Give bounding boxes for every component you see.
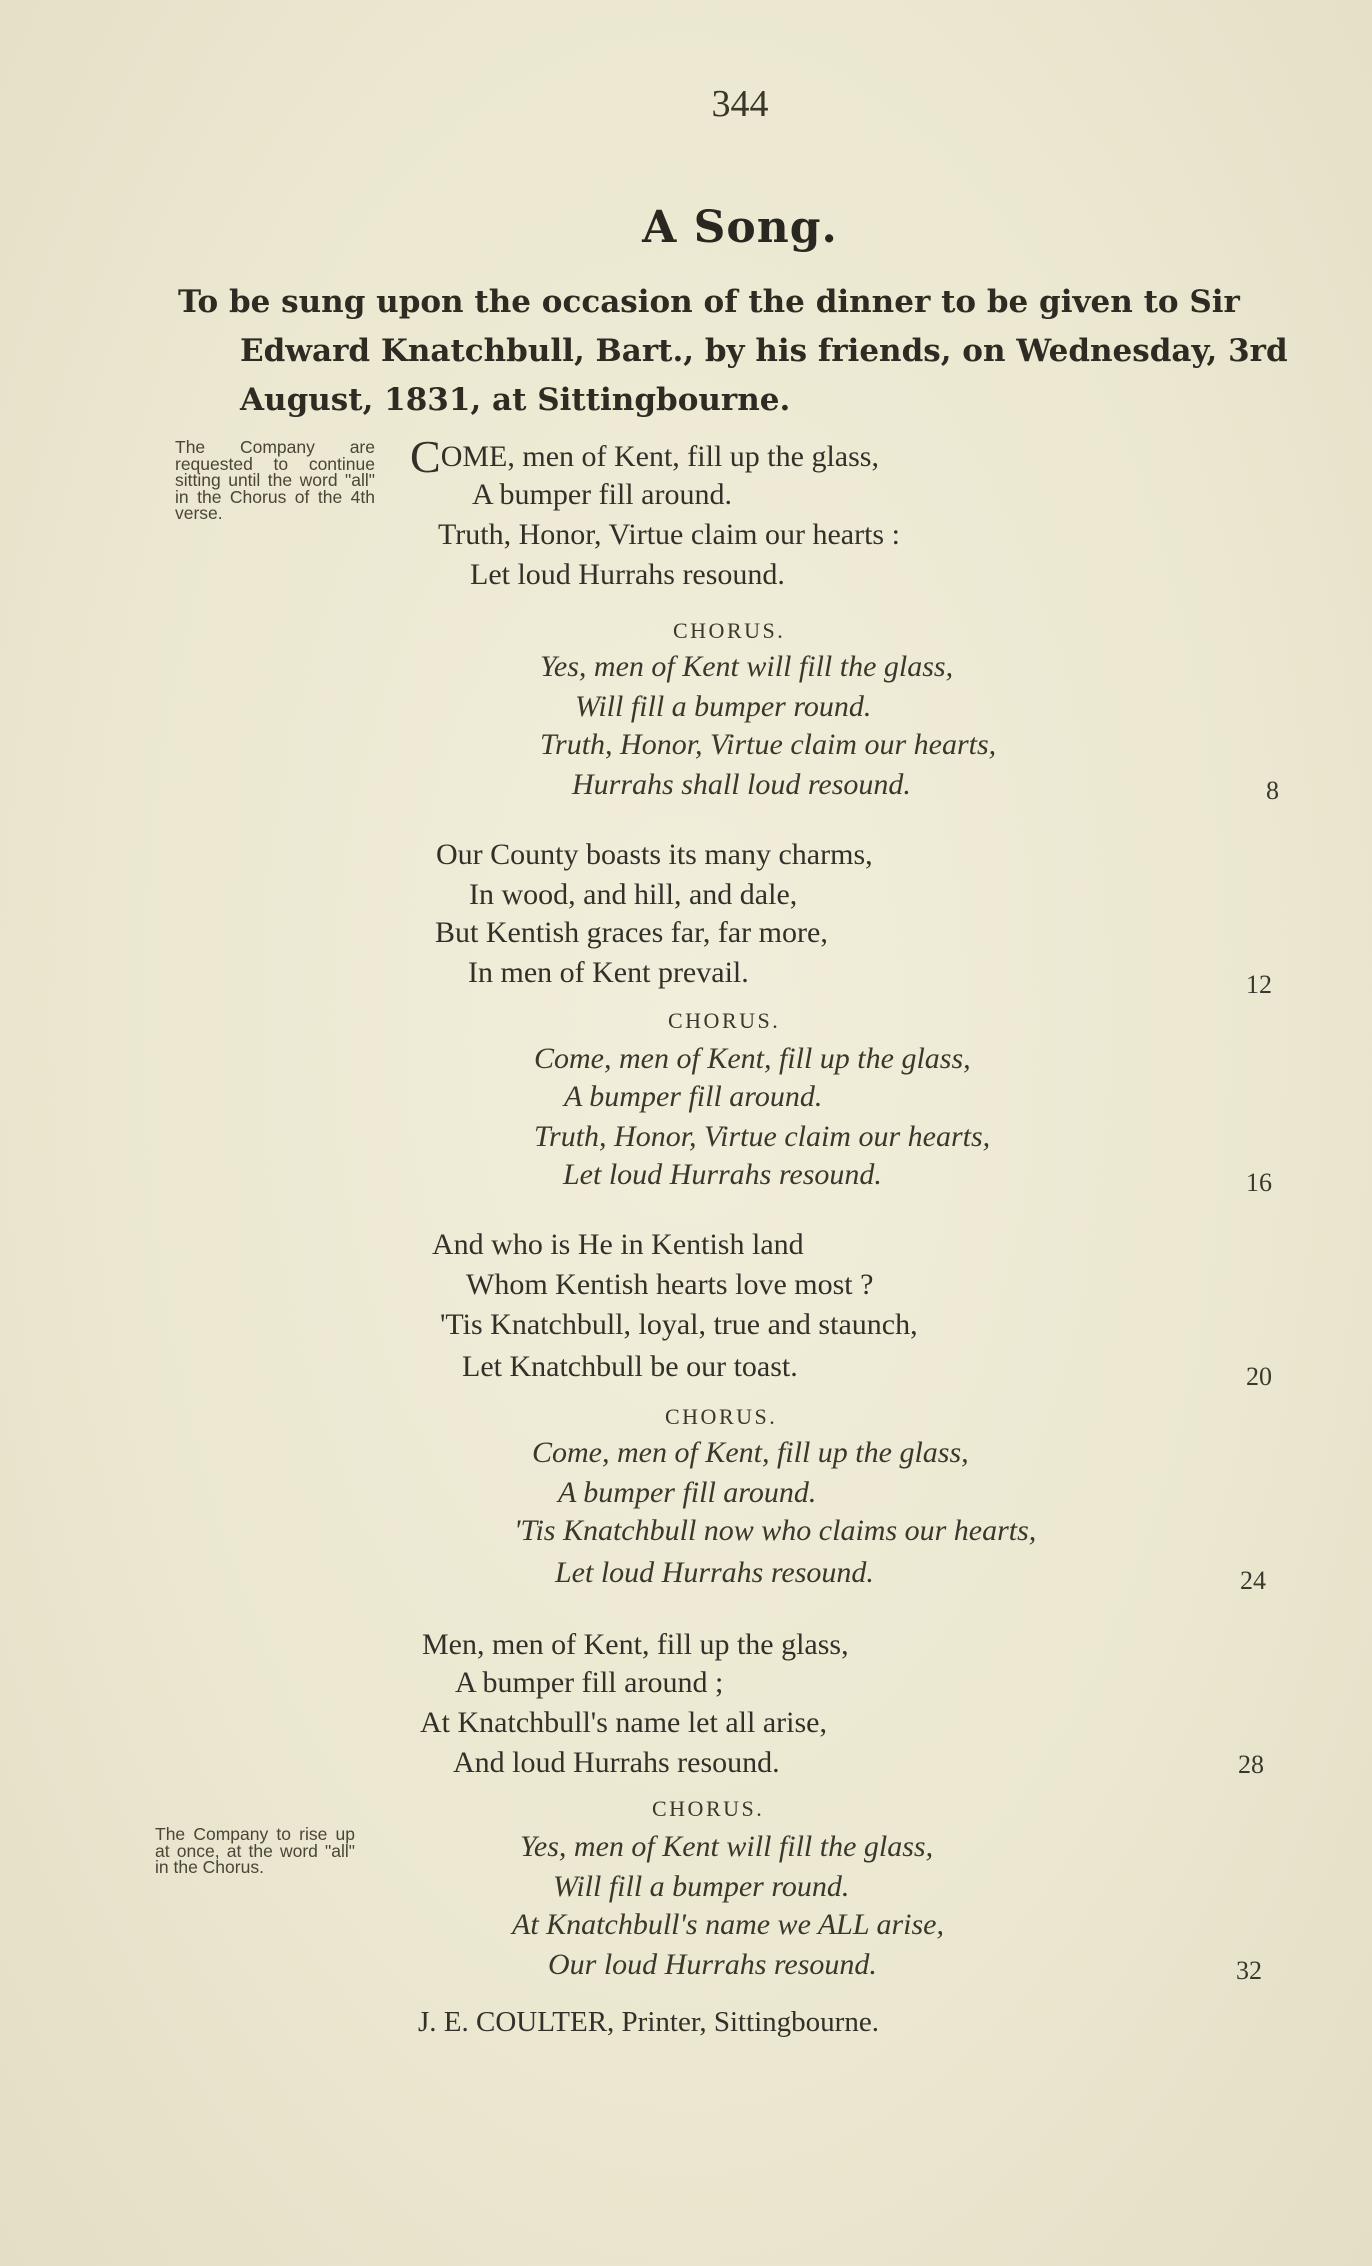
verse-1-line-2: A bumper fill around. — [472, 478, 732, 511]
verse-1-line-1: COME, men of Kent, fill up the glass, — [410, 431, 879, 482]
verse-3-line-1: And who is He in Kentish land — [432, 1228, 804, 1261]
margin-note-rise: The Company to rise up at once, at the word "all" in the Chorus. — [155, 1824, 355, 1877]
verse-2-line-3: But Kentish graces far, far more, — [435, 916, 828, 949]
line-number: 32 — [1236, 1956, 1262, 1985]
verse-4-line-2: A bumper fill around ; — [455, 1666, 724, 1699]
verse-3-line-3: 'Tis Knatchbull, loyal, true and staunch, — [440, 1308, 918, 1341]
chorus-4-line-1: Yes, men of Kent will fill the glass, — [520, 1830, 934, 1863]
chorus-heading: CHORUS. — [652, 1796, 765, 1821]
chorus-2-line-2: A bumper fill around. — [564, 1080, 823, 1113]
verse-3-line-2: Whom Kentish hearts love most ? — [466, 1268, 874, 1301]
verse-1-line-3: Truth, Honor, Virtue claim our hearts : — [438, 518, 900, 551]
chorus-1-line-1: Yes, men of Kent will fill the glass, — [540, 650, 954, 683]
printer-imprint: J. E. COULTER, Printer, Sittingbourne. — [418, 2006, 879, 2038]
line-number: 28 — [1238, 1750, 1264, 1779]
verse-2-line-4: In men of Kent prevail. — [468, 956, 749, 989]
chorus-1-line-4: Hurrahs shall loud resound. — [572, 768, 911, 801]
line-number: 12 — [1246, 970, 1272, 999]
verse-4-line-1: Men, men of Kent, fill up the glass, — [422, 1628, 849, 1661]
song-subtitle: To be sung upon the occasion of the dinner to be given to Sir Edward Knatchbull, Bart., by his friends, on Wednesday, 3rd August, 1831, at Sittingbourne. — [178, 284, 1288, 418]
chorus-3-line-2: A bumper fill around. — [558, 1476, 817, 1509]
chorus-2-line-1: Come, men of Kent, fill up the glass, — [534, 1042, 971, 1075]
verse-2-line-1: Our County boasts its many charms, — [436, 838, 873, 871]
chorus-3-line-4: Let loud Hurrahs resound. — [555, 1556, 874, 1589]
line-number: 24 — [1240, 1566, 1266, 1595]
chorus-heading: CHORUS. — [673, 618, 786, 643]
chorus-heading: CHORUS. — [668, 1008, 781, 1033]
verse-1-line-4: Let loud Hurrahs resound. — [470, 558, 785, 591]
chorus-4-line-4: Our loud Hurrahs resound. — [548, 1948, 877, 1981]
verse-4-line-3: At Knatchbull's name let all arise, — [420, 1706, 827, 1739]
line-number: 16 — [1246, 1168, 1272, 1197]
verse-3-line-4: Let Knatchbull be our toast. — [462, 1350, 798, 1383]
chorus-4-line-2: Will fill a bumper round. — [553, 1870, 850, 1903]
verse-4-line-4: And loud Hurrahs resound. — [453, 1746, 780, 1779]
chorus-1-line-2: Will fill a bumper round. — [575, 690, 872, 723]
chorus-4-line-3: At Knatchbull's name we ALL arise, — [512, 1908, 944, 1941]
verse-2-line-2: In wood, and hill, and dale, — [469, 878, 798, 911]
song-title: A Song. — [642, 202, 838, 253]
line-number: 20 — [1246, 1362, 1272, 1391]
chorus-3-line-1: Come, men of Kent, fill up the glass, — [532, 1436, 969, 1469]
chorus-1-line-3: Truth, Honor, Virtue claim our hearts, — [540, 728, 997, 761]
chorus-heading: CHORUS. — [665, 1404, 778, 1429]
margin-note-sitting: The Company are requested to continue sitting until the word "all" in the Chorus of the 4th verse. — [175, 437, 375, 523]
page-number: 344 — [711, 83, 769, 125]
line-number: 8 — [1266, 776, 1279, 805]
chorus-2-line-3: Truth, Honor, Virtue claim our hearts, — [534, 1120, 991, 1153]
verse-1-line-1-text: OME, men of Kent, fill up the glass, — [440, 440, 879, 473]
chorus-3-line-3: 'Tis Knatchbull now who claims our hearts, — [514, 1514, 1037, 1547]
chorus-2-line-4: Let loud Hurrahs resound. — [563, 1158, 882, 1191]
